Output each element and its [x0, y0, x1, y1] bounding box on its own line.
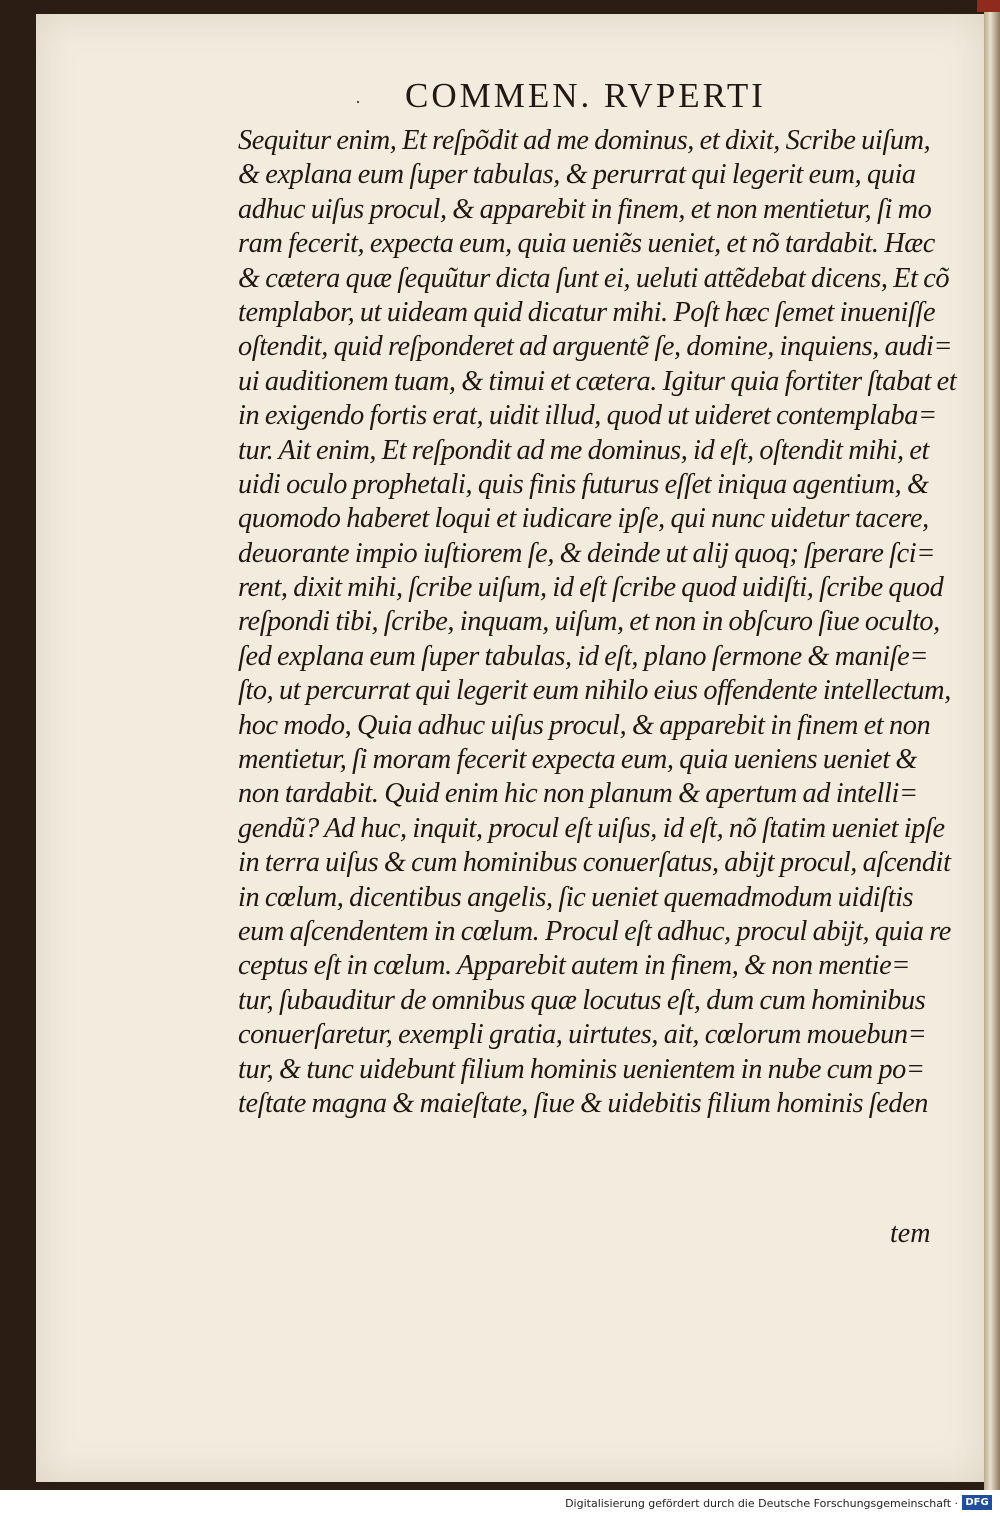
text-line: ui auditionem tuam, & timui et cætera. Igitur quia fortiter ſtabat et	[238, 365, 957, 397]
text-line: in cœlum, dicentibus angelis, ſic ueniet quemadmodum uidiſtis	[238, 881, 914, 913]
text-line: deuorante impio iuſtiorem ſe, & deinde ut alij quoq; ſperare ſci=	[238, 537, 935, 569]
text-line: & cætera quæ ſequũtur dicta ſunt ei, ueluti attẽdebat dicens, Et cõ	[238, 262, 950, 294]
catchword: tem	[890, 1218, 931, 1249]
text-line: in exigendo fortis erat, uidit illud, quod ut uideret contemplaba=	[238, 400, 937, 432]
text-line: tur. Ait enim, Et reſpondit ad me dominus, id eſt, oſtendit mihi, et	[238, 434, 929, 466]
running-head: COMMEN. RVPERTI	[405, 76, 766, 115]
text-line: templabor, ut uideam quid dicatur mihi. Poſt hæc ſemet inueniſſe	[238, 296, 936, 328]
text-line: eum aſcendentem in cœlum. Procul eſt adhuc, procul abijt, quia re	[238, 915, 951, 947]
text-line: reſpondi tibi, ſcribe, inquam, uiſum, et non in obſcuro ſiue oculto,	[238, 606, 940, 638]
text-line: uidi oculo prophetali, quis finis futurus eſſet iniqua agentium, &	[238, 468, 929, 500]
text-line: Sequitur enim, Et reſpõdit ad me dominus, et dixit, Scribe uiſum,	[238, 125, 931, 156]
text-line: & explana eum ſuper tabulas, & perurrat qui legerit eum, quia	[238, 159, 916, 191]
text-line: mentietur, ſi moram fecerit expecta eum, quia ueniens ueniet &	[238, 744, 917, 776]
text-line: conuerſaretur, exempli gratia, uirtutes, ait, cœlorum mouebun=	[238, 1019, 927, 1051]
text-line: tur, ſubauditur de omnibus quæ locutus eſt, dum cum hominibus	[238, 984, 926, 1016]
text-line: rent, dixit mihi, ſcribe uiſum, id eſt ſcribe quod uidiſti, ſcribe quod	[238, 572, 944, 604]
text-line: tur, & tunc uidebunt filium hominis uenientem in nube cum po=	[238, 1053, 925, 1085]
text-line: ſto, ut percurrat qui legerit eum nihilo eius offendente intellectum,	[238, 675, 951, 707]
text-line: non tardabit. Quid enim hic non planum & apertum ad intelli=	[238, 778, 918, 810]
footer-credit: Digitalisierung gefördert durch die Deutsche Forschungsgemeinschaft ·	[565, 1497, 958, 1510]
running-head-mark: ·	[355, 92, 361, 112]
text-line: teſtate magna & maieſtate, ſiue & uidebitis filium hominis ſeden	[238, 1087, 929, 1119]
text-line: oſtendit, quid reſponderet ad arguentẽ ſe, domine, inquiens, audi=	[238, 331, 953, 363]
page-marker-tab	[977, 0, 1000, 12]
text-line: ceptus eſt in cœlum. Apparebit autem in finem, & non mentie=	[238, 950, 910, 982]
text-line: ram fecerit, expecta eum, quia ueniẽs ueniet, et nõ tardabit. Hæc	[238, 228, 935, 260]
body-text	[238, 124, 958, 1121]
text-line: in terra uiſus & cum hominibus conuerſatus, abijt procul, aſcendit	[238, 847, 951, 879]
text-line: gendũ? Ad huc, inquit, procul eſt uiſus, id eſt, nõ ſtatim ueniet ipſe	[238, 812, 945, 844]
text-line: hoc modo, Quia adhuc uiſus procul, & apparebit in finem et non	[238, 709, 931, 741]
text-line: adhuc uiſus procul, & apparebit in finem, et non mentietur, ſi mo	[238, 193, 932, 225]
dfg-logo-icon: DFG	[962, 1495, 992, 1510]
page-fore-edge	[984, 0, 1000, 1490]
text-line: quomodo haberet loqui et iudicare ipſe, qui nunc uidetur tacere,	[238, 503, 929, 535]
text-line: ſed explana eum ſuper tabulas, id eſt, plano ſermone & maniſe=	[238, 640, 929, 672]
scan-background-left	[0, 0, 36, 1490]
